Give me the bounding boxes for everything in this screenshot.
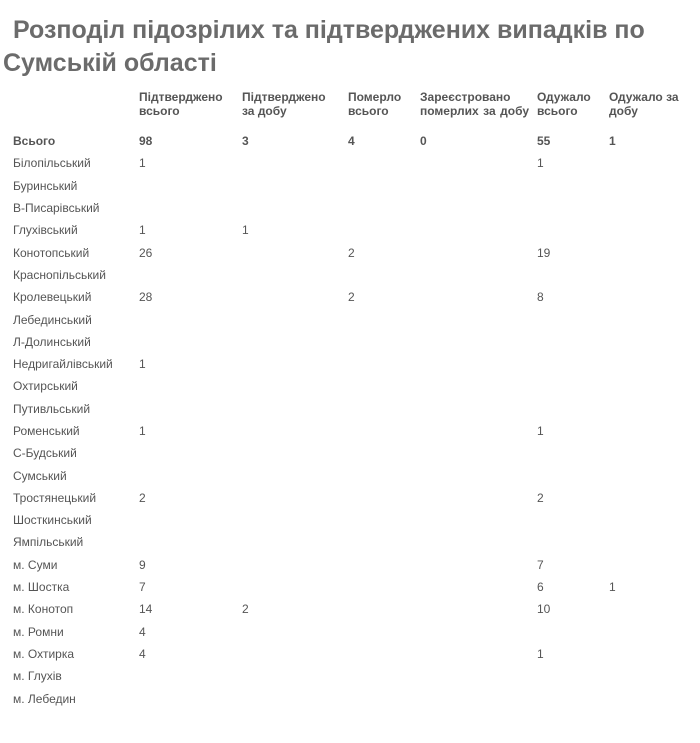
cell-confirmed-day [238, 353, 344, 375]
cell-district: В-Писарівський [13, 201, 100, 216]
cell-recovered-day [605, 598, 693, 620]
cell-died-day [416, 621, 533, 643]
cell-recovered-total: 2 [537, 490, 544, 505]
cell-district: Всього [13, 134, 56, 149]
cell-recovered-day [605, 398, 693, 420]
cell-recovered-total [533, 665, 605, 687]
cell-district: Конотопський [13, 245, 90, 260]
table-row [9, 576, 693, 598]
cell-confirmed-total [135, 197, 238, 219]
cell-confirmed-day [238, 643, 344, 665]
cell-died-day [416, 442, 533, 464]
cell-confirmed-day [238, 375, 344, 397]
cell-died-day [416, 531, 533, 553]
cases-table [9, 86, 693, 710]
cell-died-day [416, 687, 533, 709]
cell-died-total [344, 687, 416, 709]
cell-recovered-day: 1 [609, 134, 616, 149]
cell-district: м. Глухів [13, 669, 62, 684]
cell-confirmed-day [238, 308, 344, 330]
cell-recovered-day [605, 331, 693, 353]
table-header-row [9, 86, 693, 130]
cell-confirmed-total: 4 [139, 624, 146, 639]
cell-recovered-total: 8 [537, 290, 544, 305]
cell-recovered-day [605, 621, 693, 643]
cell-recovered-total [533, 308, 605, 330]
table-row [9, 531, 693, 553]
header-recovered-total: Одужало всього [537, 90, 591, 118]
cell-died-total [344, 598, 416, 620]
cell-confirmed-day [238, 531, 344, 553]
cell-died-day [416, 375, 533, 397]
cell-recovered-day [605, 554, 693, 576]
cell-recovered-total [533, 509, 605, 531]
cell-died-day [416, 175, 533, 197]
cell-died-day [416, 264, 533, 286]
cell-recovered-day [605, 643, 693, 665]
table-row [9, 353, 693, 375]
table-row [9, 241, 693, 263]
cell-recovered-total [533, 264, 605, 286]
cell-recovered-day [605, 531, 693, 553]
cell-recovered-day [605, 509, 693, 531]
table-row [9, 509, 693, 531]
cell-confirmed-total [135, 375, 238, 397]
cell-died-day: 0 [420, 134, 427, 149]
cell-district: Сумський [13, 468, 67, 483]
cell-confirmed-total: 7 [139, 580, 146, 595]
cell-confirmed-total: 1 [139, 156, 146, 171]
cell-confirmed-day [238, 687, 344, 709]
cell-confirmed-day [238, 464, 344, 486]
table-row [9, 621, 693, 643]
cell-confirmed-total: 14 [139, 602, 153, 617]
cell-confirmed-total [135, 531, 238, 553]
cell-district: м. Лебедин [13, 691, 76, 706]
cell-district: Білопільський [13, 156, 91, 171]
cell-district: Путивльський [13, 401, 91, 416]
cell-recovered-day [605, 420, 693, 442]
cell-recovered-day [605, 264, 693, 286]
cell-died-day [416, 398, 533, 420]
table-row [9, 420, 693, 442]
cell-died-total [344, 264, 416, 286]
cell-district: Тростянецький [13, 490, 97, 505]
header-died-day: Зареєстровано померлих за добу [420, 90, 529, 118]
cell-died-day [416, 197, 533, 219]
cell-died-total [344, 643, 416, 665]
cell-died-day [416, 643, 533, 665]
cell-recovered-total [533, 442, 605, 464]
table-row [9, 197, 693, 219]
cell-recovered-total [533, 219, 605, 241]
cell-recovered-total: 19 [537, 245, 551, 260]
cell-district: м. Ромни [13, 624, 64, 639]
cell-confirmed-day [238, 197, 344, 219]
cell-died-day [416, 576, 533, 598]
cell-recovered-total: 55 [537, 134, 551, 149]
cell-confirmed-day [238, 420, 344, 442]
cell-recovered-day [605, 665, 693, 687]
cell-died-day [416, 420, 533, 442]
title-line-2: Сумській області [3, 49, 217, 77]
cell-died-total [344, 197, 416, 219]
table-row [9, 687, 693, 709]
cell-district: м. Конотоп [13, 602, 74, 617]
table-row-total [9, 130, 693, 152]
cell-recovered-total: 7 [537, 557, 544, 572]
cell-recovered-day [605, 241, 693, 263]
cell-died-total: 4 [348, 134, 355, 149]
page-title [3, 14, 700, 80]
table-row [9, 375, 693, 397]
cell-district: Роменський [13, 424, 80, 438]
cell-confirmed-total: 98 [139, 134, 153, 149]
cell-confirmed-day [238, 554, 344, 576]
cell-died-total [344, 531, 416, 553]
table-row [9, 308, 693, 330]
cell-district: Недригайлівський [13, 357, 113, 372]
table-row [9, 152, 693, 174]
table-row [9, 554, 693, 576]
cell-died-total [344, 175, 416, 197]
cell-recovered-total [533, 197, 605, 219]
cell-recovered-total [533, 531, 605, 553]
cell-died-total [344, 152, 416, 174]
cell-recovered-day [605, 308, 693, 330]
cell-confirmed-total [135, 442, 238, 464]
cell-confirmed-day [238, 398, 344, 420]
cell-died-day [416, 152, 533, 174]
table-row [9, 487, 693, 509]
cell-confirmed-total [135, 175, 238, 197]
cell-recovered-day [605, 687, 693, 709]
cell-confirmed-total [135, 264, 238, 286]
cell-died-total [344, 219, 416, 241]
cell-died-total [344, 576, 416, 598]
cell-district: м. Охтирка [13, 646, 75, 661]
table-row [9, 398, 693, 420]
cell-confirmed-day [238, 286, 344, 308]
header-recovered-day: Одужало за добу [609, 90, 679, 118]
cell-recovered-day [605, 286, 693, 308]
cell-district: Л-Долинський [13, 334, 91, 349]
cell-confirmed-day [238, 621, 344, 643]
cell-confirmed-total: 1 [139, 223, 146, 238]
table-row [9, 219, 693, 241]
cell-died-total [344, 331, 416, 353]
cell-confirmed-day [238, 509, 344, 531]
cell-confirmed-total: 1 [139, 357, 146, 372]
table-row [9, 286, 693, 308]
cell-recovered-day [605, 152, 693, 174]
cell-died-day [416, 353, 533, 375]
cell-died-day [416, 464, 533, 486]
cell-died-total [344, 487, 416, 509]
cell-recovered-total: 1 [537, 424, 544, 438]
cell-recovered-total [533, 398, 605, 420]
cell-recovered-day [605, 375, 693, 397]
table-row [9, 598, 693, 620]
cell-confirmed-day [238, 175, 344, 197]
cell-district: Ямпільський [13, 535, 84, 550]
cell-confirmed-total [135, 509, 238, 531]
cell-recovered-total [533, 175, 605, 197]
cell-died-day [416, 598, 533, 620]
cell-died-total [344, 509, 416, 531]
cell-died-day [416, 308, 533, 330]
cell-confirmed-total [135, 398, 238, 420]
cell-died-total [344, 464, 416, 486]
table-row [9, 442, 693, 464]
table-row [9, 331, 693, 353]
cell-district: Глухівський [13, 223, 78, 238]
cell-recovered-day [605, 197, 693, 219]
cell-died-day [416, 331, 533, 353]
cell-died-day [416, 241, 533, 263]
cell-district: Краснопільський [13, 267, 106, 282]
cell-district: С-Будський [13, 446, 77, 461]
cell-recovered-day [605, 353, 693, 375]
cell-died-total [344, 375, 416, 397]
cell-confirmed-day [238, 576, 344, 598]
cell-district: м. Суми [13, 557, 58, 572]
cell-recovered-day [605, 175, 693, 197]
cell-recovered-total [533, 464, 605, 486]
cell-confirmed-day [238, 241, 344, 263]
cell-recovered-day: 1 [609, 580, 616, 595]
cell-died-total [344, 621, 416, 643]
cell-recovered-total [533, 687, 605, 709]
table-row [9, 264, 693, 286]
cell-died-day [416, 665, 533, 687]
cell-recovered-day [605, 464, 693, 486]
cell-confirmed-total: 2 [139, 490, 146, 505]
cell-confirmed-day [238, 331, 344, 353]
cell-recovered-total [533, 331, 605, 353]
cell-recovered-total [533, 353, 605, 375]
cell-confirmed-total [135, 687, 238, 709]
cell-district: Охтирський [13, 379, 78, 394]
cell-recovered-total: 1 [537, 156, 544, 171]
cell-died-total [344, 554, 416, 576]
cell-died-day [416, 219, 533, 241]
cell-died-day [416, 286, 533, 308]
header-confirmed-total: Підтверджено всього [139, 90, 223, 118]
cell-confirmed-total: 9 [139, 557, 146, 572]
cell-confirmed-total [135, 331, 238, 353]
cell-district: м. Шостка [13, 580, 70, 595]
cell-died-day [416, 554, 533, 576]
table-row [9, 175, 693, 197]
cell-confirmed-total [135, 464, 238, 486]
cell-recovered-total: 1 [537, 646, 544, 661]
cell-recovered-total [533, 375, 605, 397]
cell-district: Лебединський [13, 312, 92, 327]
cell-recovered-day [605, 442, 693, 464]
cell-died-total [344, 442, 416, 464]
table-row [9, 464, 693, 486]
cell-confirmed-day: 2 [242, 602, 249, 617]
cell-died-total [344, 398, 416, 420]
cell-district: Кролевецький [13, 290, 92, 305]
cell-confirmed-day: 3 [242, 134, 249, 149]
cell-confirmed-total: 28 [139, 290, 153, 305]
cell-recovered-total: 10 [537, 602, 551, 617]
cell-confirmed-total: 4 [139, 646, 146, 661]
cell-died-day [416, 509, 533, 531]
cell-confirmed-total: 1 [139, 424, 146, 438]
title-line-1: Розподіл підозрілих та підтверджених випадків по [13, 16, 645, 44]
table-row [9, 643, 693, 665]
cell-recovered-total [533, 621, 605, 643]
cell-confirmed-total [135, 308, 238, 330]
table-row [9, 665, 693, 687]
cell-died-day [416, 487, 533, 509]
cell-confirmed-day [238, 152, 344, 174]
cell-confirmed-day [238, 487, 344, 509]
cell-confirmed-day: 1 [242, 223, 249, 238]
cell-died-total [344, 420, 416, 442]
cell-died-total [344, 665, 416, 687]
table-body [9, 130, 693, 710]
cell-died-total: 2 [348, 245, 355, 260]
header-confirmed-day: Підтверджено за добу [242, 90, 326, 118]
header-died-total: Померло всього [348, 90, 402, 118]
cell-died-total [344, 353, 416, 375]
header-district [9, 86, 135, 130]
cell-confirmed-total: 26 [139, 245, 153, 260]
cell-confirmed-day [238, 442, 344, 464]
cell-recovered-day [605, 219, 693, 241]
cell-confirmed-total [135, 665, 238, 687]
cell-died-total: 2 [348, 290, 355, 305]
cell-recovered-total: 6 [537, 580, 544, 595]
cell-confirmed-day [238, 665, 344, 687]
cell-recovered-day [605, 487, 693, 509]
cell-confirmed-day [238, 264, 344, 286]
cell-district: Шосткинський [13, 513, 92, 528]
cell-district: Буринський [13, 178, 78, 193]
cell-died-total [344, 308, 416, 330]
